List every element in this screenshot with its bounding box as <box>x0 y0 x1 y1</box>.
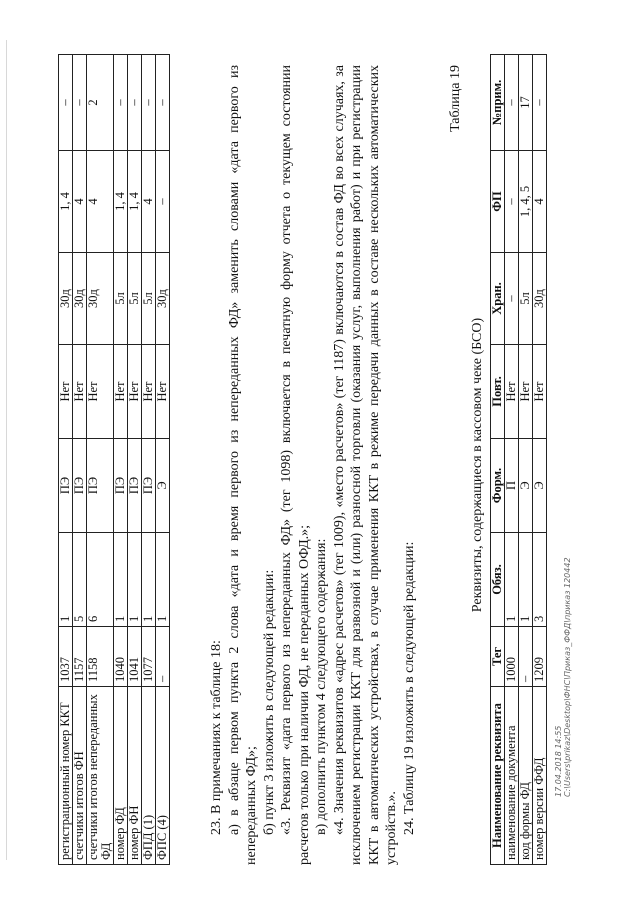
table18-cell-fp: 4 <box>87 151 114 253</box>
amendment-text <box>208 65 418 865</box>
header-obyaz: Обяз. <box>491 533 505 627</box>
table19-cell-hran: 30д <box>533 253 547 345</box>
table18-cell-name: счетчики итогов непереданных ФД <box>87 687 114 865</box>
table18-cell-form: ПЭ <box>114 439 128 533</box>
header-fp: ФП <box>491 151 505 253</box>
table18-cell-form: ПЭ <box>128 439 142 533</box>
table18-cell-obyaz: 1 <box>59 533 73 627</box>
header-name: Наименование реквизита <box>491 687 505 865</box>
table19-cell-nprim: – <box>533 55 547 151</box>
table18-cell-fp: 4 <box>73 151 87 253</box>
table18-cell-povt: Нет <box>73 345 87 439</box>
table18-cell-tag: 1158 <box>87 627 114 687</box>
table18-cell-obyaz: 1 <box>114 533 128 627</box>
table18-cell-name: счетчики итогов ФН <box>73 687 87 865</box>
table18-cell-tag: – <box>156 627 170 687</box>
table18-cell-nprim: – <box>114 55 128 151</box>
table18-cell-povt: Нет <box>87 345 114 439</box>
table19-cell-form: Э <box>519 439 533 533</box>
table18-cell-obyaz: 5 <box>73 533 87 627</box>
table18-cell-nprim: – <box>142 55 156 151</box>
table19-cell-povt: Нет <box>505 345 519 439</box>
table18-cell-hran: 5л <box>114 253 128 345</box>
table18-cell-fp: 4 <box>142 151 156 253</box>
table18-cell-form: ПЭ <box>59 439 73 533</box>
table18-cell-povt: Нет <box>128 345 142 439</box>
table18-cell-hran: 5л <box>142 253 156 345</box>
table18-cell-fp: 1, 4 <box>59 151 73 253</box>
table18-cell-nprim: – <box>73 55 87 151</box>
table18-cell-povt: Нет <box>114 345 128 439</box>
paragraph-23a: а) в абзаце первом пункта 2 слова «дата и время первого из непереданных ФД» заменить словами «дата первого из непереданных ФД»; <box>226 65 259 865</box>
table19-cell-name: код формы ФД <box>519 687 533 865</box>
table18-cell-form: ПЭ <box>142 439 156 533</box>
table18-cell-hran: 5л <box>128 253 142 345</box>
header-form: Форм. <box>491 439 505 533</box>
table18-row <box>59 55 73 865</box>
table18-cell-form: Э <box>156 439 170 533</box>
table18-row <box>128 55 142 865</box>
table19-cell-tag: 1209 <box>533 627 547 687</box>
paragraph-23: 23. В примечаниях к таблице 18: <box>209 640 224 835</box>
table18-row <box>73 55 87 865</box>
table18-cell-obyaz: 1 <box>128 533 142 627</box>
table-19-header-row <box>491 55 505 865</box>
stamp-date: 17.04.2018 14:55 <box>554 725 563 797</box>
table18-cell-nprim: – <box>128 55 142 151</box>
table18-cell-obyaz: 6 <box>87 533 114 627</box>
table-18-fragment <box>58 54 170 865</box>
table-19-body <box>505 55 547 865</box>
table18-cell-name: регистрационный номер ККТ <box>59 687 73 865</box>
table18-cell-hran: 30д <box>156 253 170 345</box>
paragraph-23b: б) пункт 3 изложить в следующей редакции: <box>261 569 277 835</box>
table18-cell-tag: 1077 <box>142 627 156 687</box>
table19-cell-fp: – <box>505 151 519 253</box>
table18-cell-hran: 30д <box>59 253 73 345</box>
scan-edge-line <box>6 40 7 860</box>
table19-cell-obyaz: 3 <box>533 533 547 627</box>
table19-cell-obyaz: 1 <box>505 533 519 627</box>
table19-cell-povt: Нет <box>533 345 547 439</box>
table-18-body <box>59 55 170 865</box>
table19-cell-name: наименование документа <box>505 687 519 865</box>
table19-cell-tag: 1000 <box>505 627 519 687</box>
table19-cell-nprim: 17 <box>519 55 533 151</box>
table18-cell-nprim: – <box>59 55 73 151</box>
table18-cell-form: ПЭ <box>87 439 114 533</box>
table19-cell-tag: – <box>519 627 533 687</box>
table18-cell-fp: – <box>156 151 170 253</box>
paragraph-24: 24. Таблицу 19 изложить в следующей редакции: <box>401 541 417 835</box>
rotated-document-page <box>58 35 578 865</box>
header-hran: Хран. <box>491 253 505 345</box>
table18-cell-fp: 1, 4 <box>114 151 128 253</box>
table18-cell-name: ФПД (1) <box>142 687 156 865</box>
table19-cell-form: Э <box>533 439 547 533</box>
table18-cell-nprim: 2 <box>87 55 114 151</box>
header-tag: Тег <box>491 627 505 687</box>
table18-cell-hran: 30д <box>73 253 87 345</box>
table18-row <box>142 55 156 865</box>
table-19 <box>490 54 547 865</box>
table18-cell-povt: Нет <box>142 345 156 439</box>
table19-cell-hran: 5л <box>519 253 533 345</box>
table19-row <box>519 55 533 865</box>
table-19-number: Таблица 19 <box>448 65 463 132</box>
table19-row <box>533 55 547 865</box>
table19-cell-nprim: – <box>505 55 519 151</box>
table18-cell-obyaz: 1 <box>156 533 170 627</box>
table19-row <box>505 55 519 865</box>
table19-cell-obyaz: 1 <box>519 533 533 627</box>
table18-cell-nprim: – <box>156 55 170 151</box>
table19-cell-name: номер версии ФФД <box>533 687 547 865</box>
table18-cell-name: номер ФН <box>128 687 142 865</box>
table19-cell-povt: Нет <box>519 345 533 439</box>
file-stamp <box>554 557 572 797</box>
table19-cell-fp: 4 <box>533 151 547 253</box>
table18-cell-name: ФПС (4) <box>156 687 170 865</box>
table19-cell-fp: 1, 4, 5 <box>519 151 533 253</box>
table18-cell-obyaz: 1 <box>142 533 156 627</box>
table18-cell-povt: Нет <box>59 345 73 439</box>
header-povt: Повт. <box>491 345 505 439</box>
paragraph-note-3: «3. Реквизит «дата первого из непереданных ФД» (тег 1098) включается в печатную форму отчета о текущем состоянии расчетов только при наличии ФД, не переданных ОФД.»; <box>279 65 312 865</box>
table19-cell-hran: – <box>505 253 519 345</box>
paragraph-23c: в) дополнить пунктом 4 следующего содержания: <box>314 538 329 835</box>
table19-cell-form: П <box>505 439 519 533</box>
stamp-path: C:\Users\prikaz\Desktop\ФНС\Приказ_ФФД\приказ 120442 <box>563 557 572 797</box>
table-19-title: Реквизиты, содержащиеся в кассовом чеке (БСО) <box>470 317 485 613</box>
table18-row <box>156 55 170 865</box>
table18-cell-form: ПЭ <box>73 439 87 533</box>
table18-cell-tag: 1040 <box>114 627 128 687</box>
table18-cell-tag: 1041 <box>128 627 142 687</box>
table18-cell-name: номер ФД <box>114 687 128 865</box>
table18-cell-fp: 1, 4 <box>128 151 142 253</box>
table18-row <box>114 55 128 865</box>
table18-cell-tag: 1157 <box>73 627 87 687</box>
table18-row <box>87 55 114 865</box>
table18-cell-hran: 30д <box>87 253 114 345</box>
header-nprim: №прим. <box>491 55 505 151</box>
table18-cell-povt: Нет <box>156 345 170 439</box>
paragraph-note-4: «4. Значения реквизитов «адрес расчетов» (тег 1009), «место расчетов» (тег 1187) включаются в состав ФД во всех случаях, за исключением регистрации ККТ для развозной и (или) разносной торговли (оказания услуг, выполнения работ) и при регистрации ККТ в автоматических устройствах, в случае применения ККТ в режиме передачи данных в составе нескольких автоматических устройств.». <box>331 65 399 865</box>
table18-cell-tag: 1037 <box>59 627 73 687</box>
